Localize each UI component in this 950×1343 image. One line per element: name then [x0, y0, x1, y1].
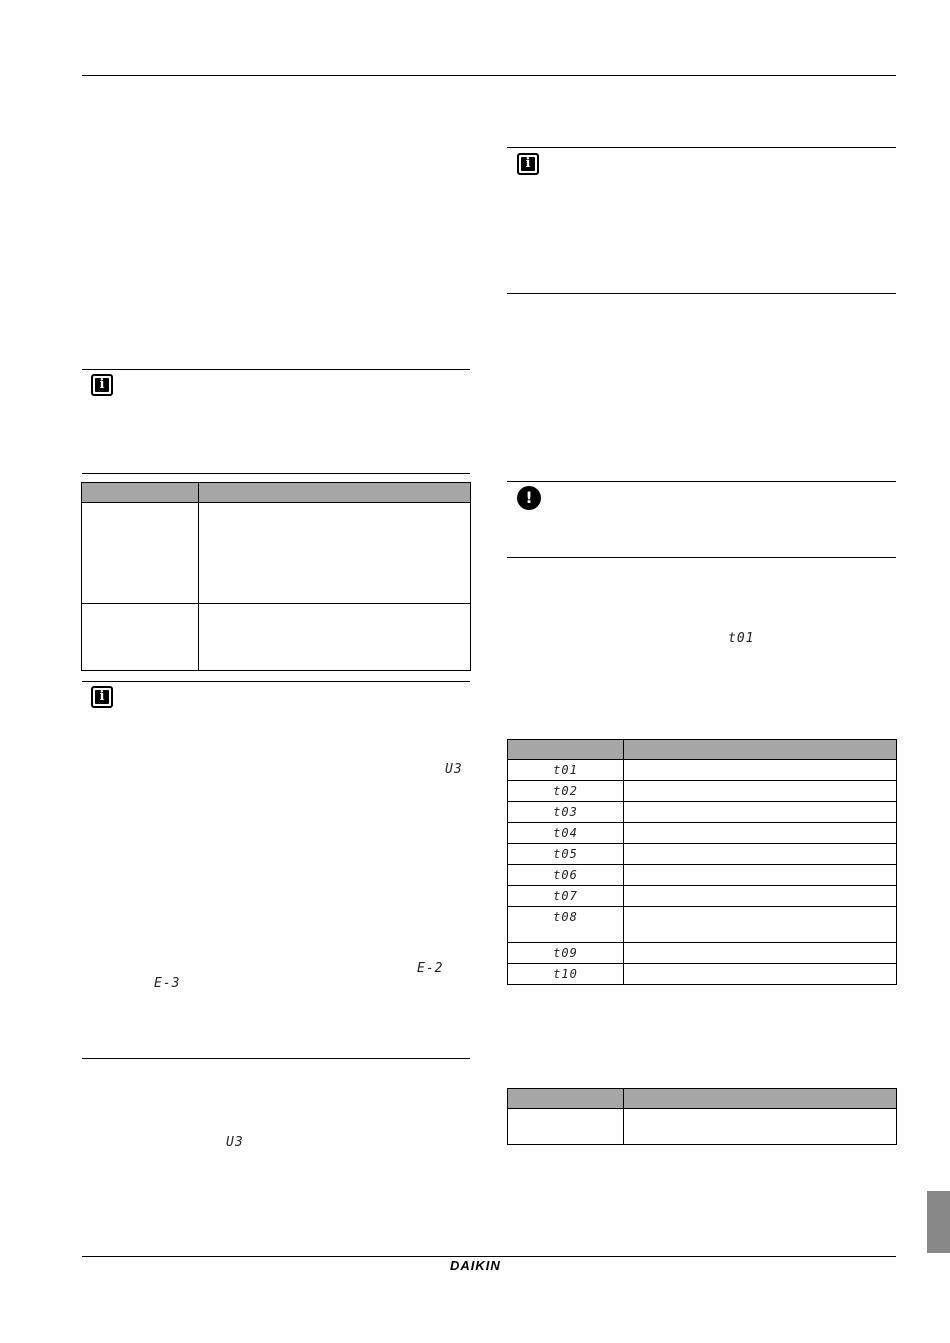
error-code-u3: U3 [445, 762, 463, 777]
trial-code-cell: t08 [508, 907, 624, 943]
table-cell [82, 604, 199, 671]
info-icon: i [91, 374, 113, 396]
info-box-3-top-rule [507, 147, 896, 148]
trial-code-table [507, 739, 897, 985]
table-cell [624, 823, 897, 844]
table-row [82, 604, 471, 671]
header-rule [82, 75, 896, 76]
table-header-row [508, 1089, 897, 1109]
trial-code-cell: t06 [508, 865, 624, 886]
table-row [508, 844, 897, 865]
info-box-3-bottom-rule [507, 293, 896, 294]
warning-box-top-rule [507, 481, 896, 482]
info-box-2-top-rule [82, 681, 470, 682]
table-header-cell [508, 740, 624, 760]
info-icon: i [517, 153, 539, 175]
info-box-2-bottom-rule [82, 1058, 470, 1059]
error-code-e2: E-2 [417, 961, 444, 976]
table-cell [82, 503, 199, 604]
table-row [508, 964, 897, 985]
trial-code-cell: t02 [508, 781, 624, 802]
daikin-logo: DAIKIN [450, 1258, 501, 1273]
error-code-e3: E-3 [154, 976, 181, 991]
left-table [81, 482, 471, 671]
trial-code-cell: t07 [508, 886, 624, 907]
table-row [508, 865, 897, 886]
table-cell [624, 943, 897, 964]
table-row [508, 802, 897, 823]
trial-code-inline: t01 [728, 631, 755, 646]
table-cell [624, 844, 897, 865]
warning-icon: ! [517, 486, 541, 510]
table-cell [199, 604, 471, 671]
trial-code-cell: t10 [508, 964, 624, 985]
table-cell [624, 865, 897, 886]
table-header-cell [199, 483, 471, 503]
trial-code-cell: t04 [508, 823, 624, 844]
table-cell [624, 1109, 897, 1145]
trial-code-cell: t05 [508, 844, 624, 865]
table-row [508, 907, 897, 943]
table-header-cell [508, 1089, 624, 1109]
trial-code-cell: t01 [508, 760, 624, 781]
table-header-row [82, 483, 471, 503]
table-row [508, 760, 897, 781]
table-cell [624, 760, 897, 781]
info-icon: i [91, 686, 113, 708]
table-row [508, 943, 897, 964]
table-cell [199, 503, 471, 604]
section-side-tab [927, 1191, 950, 1253]
table-cell [624, 886, 897, 907]
trial-code-cell: t03 [508, 802, 624, 823]
table-row [508, 823, 897, 844]
table-header-cell [82, 483, 199, 503]
trial-code-cell: t09 [508, 943, 624, 964]
warning-box-bottom-rule [507, 557, 896, 558]
table-header-cell [624, 740, 897, 760]
table-row [508, 886, 897, 907]
table-cell [624, 964, 897, 985]
table-row [508, 1109, 897, 1145]
table-cell [624, 802, 897, 823]
error-code-u3: U3 [226, 1135, 244, 1150]
info-box-1-bottom-rule [82, 473, 470, 474]
table-row [508, 781, 897, 802]
table-cell [624, 907, 897, 943]
table-row [82, 503, 471, 604]
table-header-row [508, 740, 897, 760]
table-header-cell [624, 1089, 897, 1109]
footer-rule [82, 1256, 896, 1257]
table-cell [508, 1109, 624, 1145]
right-small-table [507, 1088, 897, 1145]
info-box-1-top-rule [82, 369, 470, 370]
table-cell [624, 781, 897, 802]
